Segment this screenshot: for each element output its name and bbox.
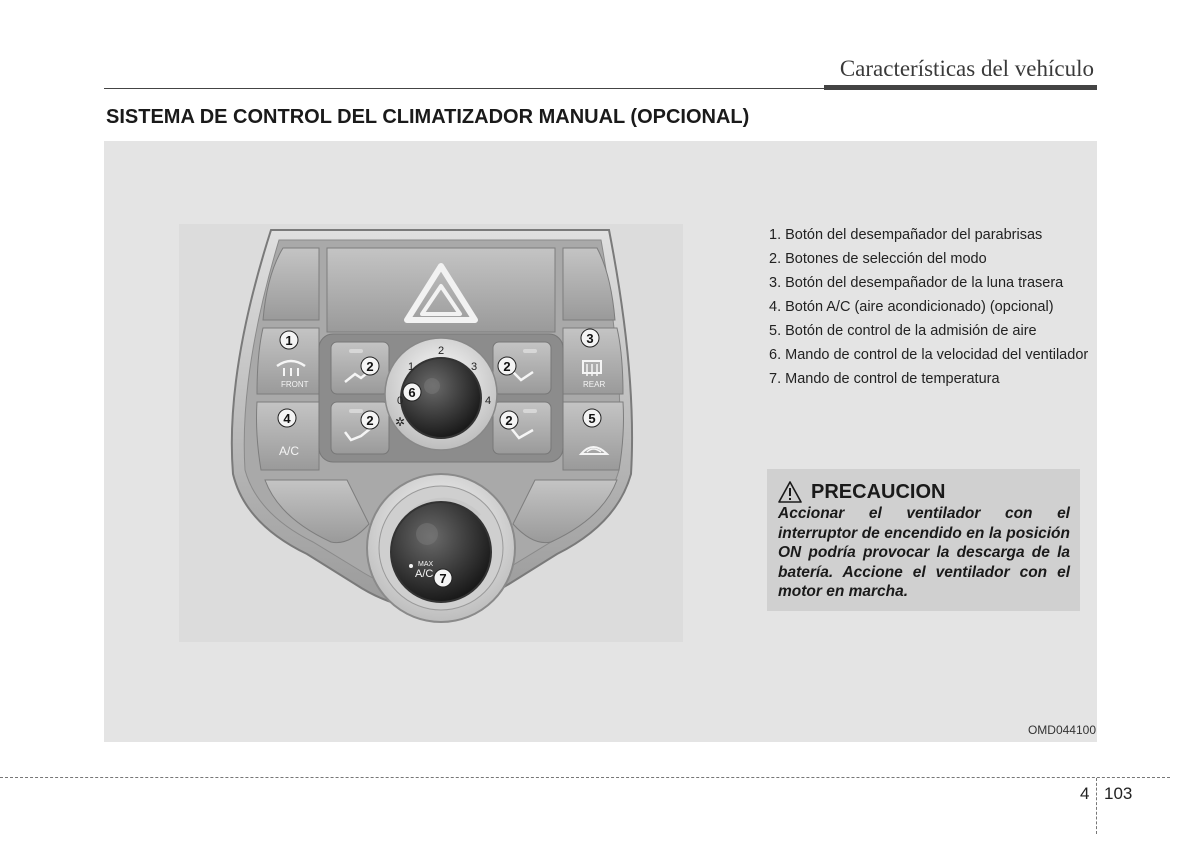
legend-item: 1. Botón del desempañador del parabrisas [769, 227, 1043, 243]
rear-label: REAR [583, 380, 606, 389]
callout-4: 4 [283, 411, 291, 426]
callout-2d: 2 [505, 413, 513, 428]
page-number: 103 [1104, 784, 1133, 803]
caution-title: PRECAUCION [811, 481, 946, 503]
callout-3: 3 [586, 331, 594, 346]
max-label: MAX [418, 561, 434, 568]
callout-2b: 2 [366, 413, 374, 428]
caution-box [767, 469, 1080, 611]
legend-item: 4. Botón A/C (aire acondicionado) (opcional) [769, 299, 1054, 315]
legend-item: 3. Botón del desempañador de la luna trasera [769, 275, 1064, 291]
callout-7: 7 [439, 571, 447, 586]
chapter-number: 4 [1080, 784, 1090, 803]
footer-dashed-rule [0, 777, 1170, 778]
legend-item: 7. Mando de control de temperatura [769, 371, 1000, 387]
front-label: FRONT [281, 380, 309, 389]
component-legend [769, 226, 1099, 394]
callout-5: 5 [588, 411, 596, 426]
fan-scale-2: 2 [438, 345, 445, 357]
page-title: SISTEMA DE CONTROL DEL CLIMATIZADOR MANUAL (OPCIONAL) [106, 106, 750, 128]
callout-1: 1 [285, 333, 293, 348]
fan-scale-1: 1 [408, 361, 415, 373]
fan-scale-4: 4 [485, 395, 492, 407]
callout-6: 6 [408, 385, 416, 400]
fan-scale-0: 0 [397, 395, 404, 407]
fan-scale-3: 3 [471, 361, 478, 373]
legend-item: 5. Botón de control de la admisión de aire [769, 323, 1037, 339]
ac-button-label: A/C [279, 444, 300, 458]
callout-2a: 2 [366, 359, 374, 374]
fan-icon: ✲ [395, 415, 406, 429]
callout-2c: 2 [503, 359, 511, 374]
section-header: Características del vehículo [839, 56, 1094, 81]
caution-text: Accionar el ventilador con el interruptor de encendido en la posición ON podría provocar la descarga de la batería. Accione el ventilador con el motor en marcha. [778, 505, 1070, 600]
warning-triangle-icon [778, 481, 802, 503]
footer-dashed-divider [1096, 778, 1097, 834]
legend-item: 6. Mando de control de la velocidad del ventilador [769, 347, 1089, 363]
max-ac-label: A/C [415, 568, 434, 580]
climate-control-illustration [179, 224, 683, 642]
legend-item: 2. Botones de selección del modo [769, 251, 987, 267]
header-rule-accent [824, 85, 1097, 90]
figure-code: OMD044100 [1027, 723, 1096, 737]
